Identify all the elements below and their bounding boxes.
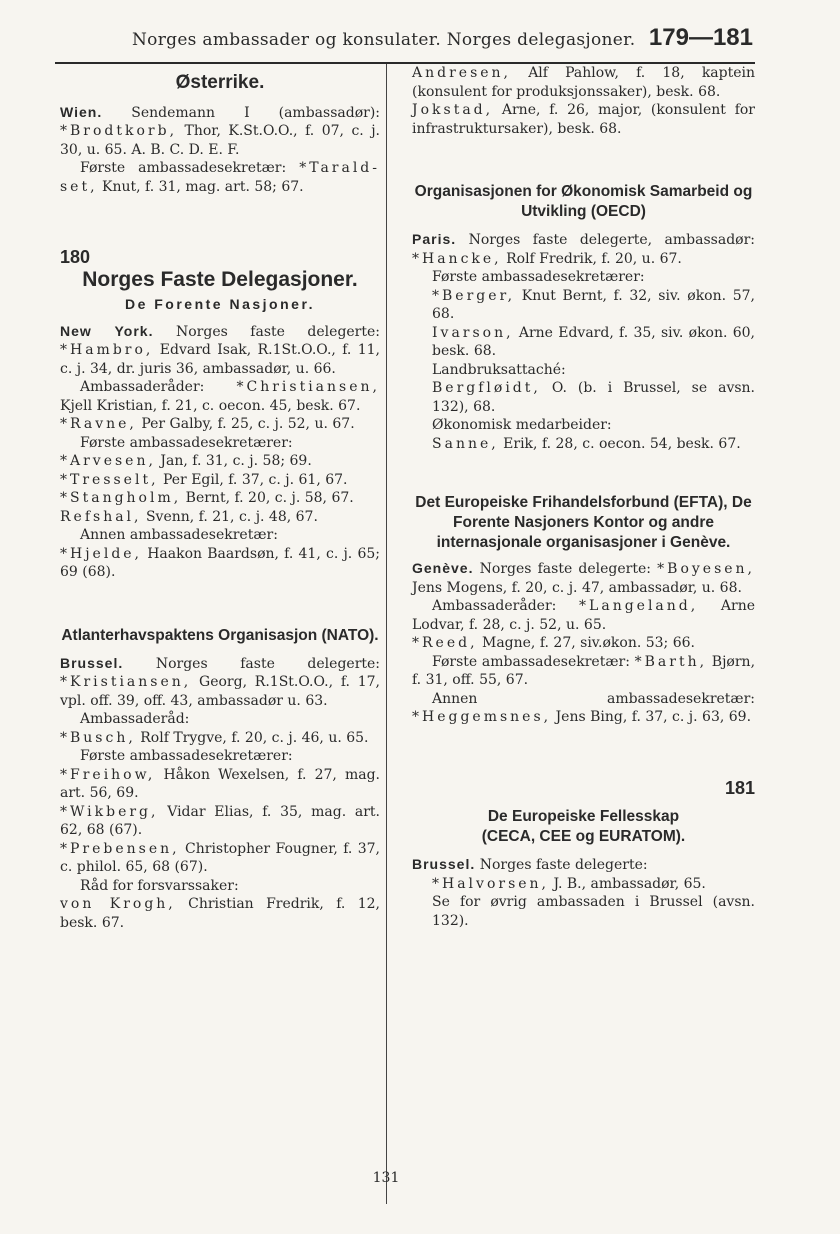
austria-first-secretary: Første ambassadesekretær: *Tarald-set, Knut, f. 31, mag. art. 58; 67. xyxy=(60,160,380,195)
austria-entry: Wien. Sendemann I (ambassadør): *Brodtkorb, Thor, K.St.O.O., f. 07, c. j. 30, u. 65. A. B. C. D. E. F. xyxy=(60,103,381,158)
efta-first-secretary: Første ambassadesekretær: *Barth, Bjørn, f. 31, off. 55, 67. xyxy=(412,653,756,688)
nato-defence: von Krogh, Christian Fredrik, f. 12, besk. 67. xyxy=(60,896,380,931)
header-title: Norges ambassader og konsulater. Norges delegasjoner. xyxy=(132,30,636,50)
un-other-secretary-label: Annen ambassadesekretær: xyxy=(80,527,278,543)
nato-adviser-2: Jokstad, Arne, f. 26, major, (konsulent for infrastruktursaker), besk. 68. xyxy=(412,102,756,137)
nato-fs-1: *Freihow, Håkon Wexelsen, f. 27, mag. art. 56, 69. xyxy=(60,766,380,801)
ec-delegate: *Halvorsen, J. B., ambassadør, 65. xyxy=(432,875,706,892)
oecd-agri-label: Landbruksattaché: xyxy=(432,361,566,378)
oecd-econ-label: Økonomisk medarbeider: xyxy=(432,417,612,433)
oecd-first-secretaries-label: Første ambassadesekretærer: xyxy=(432,269,645,285)
un-fs-3: *Stangholm, Bernt, f. 20, c. j. 58, 67. xyxy=(60,490,354,506)
section-oecd xyxy=(412,182,755,453)
nato-fs-2: *Wikberg, Vidar Elias, f. 35, mag. art. 62, 68 (67). xyxy=(60,803,380,838)
un-first-secretaries-label: Første ambassadesekretærer: xyxy=(80,434,293,451)
nato-counsellor: *Busch, Rolf Trygve, f. 20, c. j. 46, u. 65. xyxy=(60,729,369,746)
header-section-range: 179—181 xyxy=(648,24,753,51)
efta-other-secretary: Annen ambassadesekretær: *Heggemsnes, Jens Bing, f. 37, c. j. 63, 69. xyxy=(412,690,755,725)
efta-heading: Det Europeiske Frihandelsforbund (EFTA), De Forente Nasjoners Kontor og andre internasjonale organisasjoner i Genève. xyxy=(415,494,752,551)
oecd-agri: Bergfløidt, O. (b. i Brussel, se avsn. 132), 68. xyxy=(432,380,756,415)
ec-heading-line-1: De Europeiske Fellesskap xyxy=(487,808,680,825)
un-fs-1: *Arvesen, Jan, f. 31, c. j. 58; 69. xyxy=(60,453,312,469)
un-os: *Hjelde, Haakon Baardsøn, f. 41, c. j. 65; 69 (68). xyxy=(60,545,380,580)
section-heading: Norges Faste Delegasjoner. xyxy=(82,267,358,291)
column-divider xyxy=(386,64,387,1204)
nato-defence-label: Råd for forsvarssaker: xyxy=(80,877,239,894)
austria-heading: Østerrike. xyxy=(175,72,265,93)
section-nato xyxy=(60,626,380,933)
ec-heading-line-2: (CECA, CEE og EURATOM). xyxy=(481,828,686,845)
un-fs-4: Refshal, Svenn, f. 21, c. j. 48, 67. xyxy=(60,508,318,525)
ec-note: Se for øvrig ambassaden i Brussel (avsn. 132). xyxy=(432,894,755,929)
page-number: 131 xyxy=(372,1170,400,1186)
un-counsellors: Ambassaderåder: *Christiansen, Kjell Kristian, f. 21, c. oecon. 45, besk. 67. xyxy=(60,379,380,414)
city-label: Wien. xyxy=(60,103,103,120)
oecd-heading: Organisasjonen for Økonomisk Samarbeid og Utvikling (OECD) xyxy=(414,183,753,220)
oecd-entry: Paris. Norges faste delegerte, ambassadør: *Hancke, Rolf Fredrik, f. 20, u. 67. xyxy=(412,231,755,267)
running-header xyxy=(130,22,755,58)
oecd-econ: Sanne, Erik, f. 28, c. oecon. 54, besk. 67. xyxy=(432,435,741,452)
nato-first-secretaries-label: Første ambassadesekretærer: xyxy=(80,748,293,764)
section-number: 180 xyxy=(60,247,91,267)
un-fs-2: *Tresselt, Per Egil, f. 37, c. j. 61, 67. xyxy=(60,471,348,488)
section-number: 181 xyxy=(724,777,755,798)
section-austria xyxy=(60,74,380,196)
un-subheading: De Forente Nasjoner. xyxy=(124,296,316,312)
right-column xyxy=(412,62,755,930)
efta-entry: Genève. Norges faste delegerte: *Boyesen, Jens Mogens, f. 20, c. j. 47, ambassadør, u. 68. xyxy=(412,560,756,596)
un-entry: New York. Norges faste delegerte: *Hambro, Edvard Isak, R.1St.O.O., f. 11, c. j. 34, dr. juris 36, ambassadør, u. 66. xyxy=(60,322,381,377)
section-180 xyxy=(60,248,380,582)
left-column xyxy=(60,62,380,932)
efta-counsellors: Ambassaderåder: *Langeland, Arne Lodvar, f. 28, c. j. 52, u. 65. xyxy=(412,598,756,633)
nato-entry: Brussel. Norges faste delegerte: *Kristiansen, Georg, R.1St.O.O., f. 17, vpl. off. 39, off. 43, ambassadør u. 63. xyxy=(60,654,381,709)
nato-fs-3: *Prebensen, Christopher Fougner, f. 37, c. philol. 65, 68 (67). xyxy=(60,840,381,875)
nato-adviser-1: Andresen, Alf Pahlow, f. 18, kaptein (konsulent for produksjonssaker), besk. 68. xyxy=(412,65,756,100)
section-181 xyxy=(412,779,755,931)
nato-continued xyxy=(412,64,755,138)
un-counsellor-2: *Ravne, Per Galby, f. 25, c. j. 52, u. 67. xyxy=(60,416,355,432)
oecd-fs-1: *Berger, Knut Bernt, f. 32, siv. økon. 57, 68. xyxy=(432,287,755,322)
oecd-fs-2: Ivarson, Arne Edvard, f. 35, siv. økon. 60, besk. 68. xyxy=(432,324,755,359)
section-efta xyxy=(412,493,755,727)
nato-heading: Atlanterhavspaktens Organisasjon (NATO). xyxy=(61,626,379,644)
nato-counsellor-label: Ambassaderåd: xyxy=(80,711,190,727)
efta-counsellor-2: *Reed, Magne, f. 27, siv.økon. 53; 66. xyxy=(412,635,695,651)
ec-entry: Brussel. Norges faste delegerte: xyxy=(412,856,648,873)
